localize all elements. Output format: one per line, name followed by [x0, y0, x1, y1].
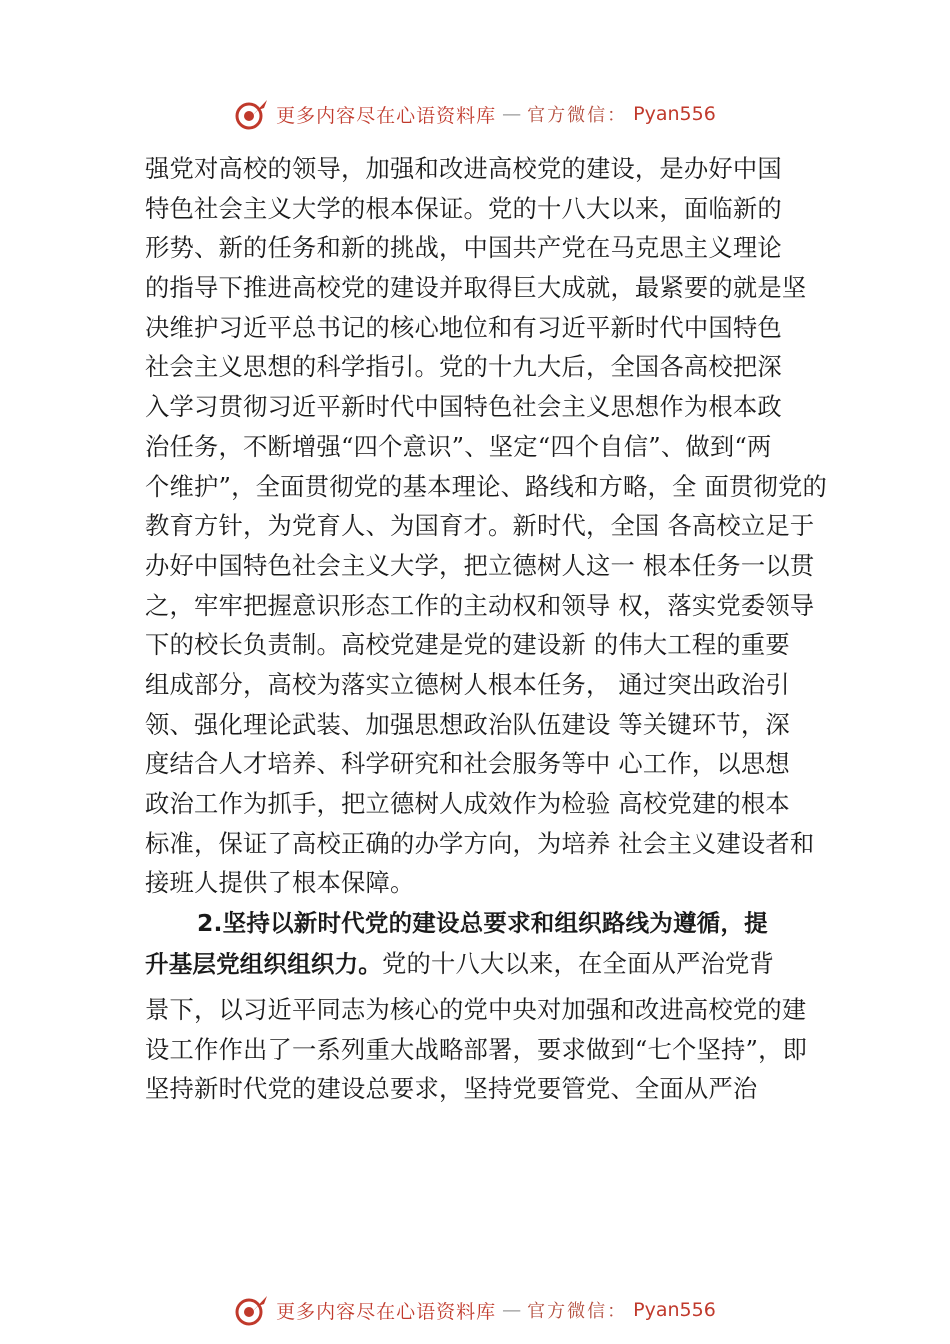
- banner-wechat-id: Pyan556: [633, 1299, 716, 1321]
- text-line: 接班人提供了根本保障。: [145, 868, 415, 898]
- paragraph-2: [145, 990, 835, 1109]
- section-lead-text: 党的十八大以来，在全面从严治党背: [382, 948, 774, 978]
- banner-wechat-id: Pyan556: [633, 103, 716, 125]
- section-2-heading: [145, 904, 835, 983]
- text-line: 景下，以习近平同志为核心的党中央对加强和改进高校党的建: [145, 995, 807, 1024]
- quill-logo-icon: [234, 96, 270, 132]
- section-heading-line: 2.坚持以新时代党的建设总要求和组织路线为遵循，提: [197, 909, 768, 937]
- section-heading-line-2: [145, 944, 835, 984]
- banner-separator: —: [502, 103, 522, 125]
- text-line: 度结合人才培养、科学研究和社会服务等中 心工作，以思想: [145, 749, 790, 779]
- text-line: 教育方针，为党育人、为国育才。新时代，全国 各高校立足于: [145, 511, 815, 541]
- text-line: 个维护”，全面贯彻党的基本理论、路线和方略，全 面贯彻党的: [145, 471, 827, 501]
- quill-logo-icon: [234, 1292, 270, 1328]
- banner-brand: 更多内容尽在心语资料库: [276, 1300, 497, 1323]
- text-line: 特色社会主义大学的根本保证。党的十八大以来，面临新的: [145, 193, 782, 223]
- text-line: 社会主义思想的科学指引。党的十九大后，全国各高校把深: [145, 352, 782, 382]
- text-line: 设工作作出了一系列重大战略部署，要求做到“七个坚持”，即: [145, 1034, 808, 1064]
- footer-banner: [0, 1290, 950, 1330]
- text-line: 组成部分，高校为落实立德树人根本任务， 通过突出政治引: [145, 669, 790, 699]
- text-line: 政治工作为抓手，把立德树人成效作为检验 高校党建的根本: [145, 789, 790, 818]
- text-line: 下的校长负责制。高校党建是党的建设新 的伟大工程的重要: [145, 630, 790, 660]
- banner-separator: —: [502, 1299, 522, 1321]
- text-line: 之，牢牢把握意识形态工作的主动权和领导 权，落实党委领导: [145, 590, 815, 620]
- text-line: 领、强化理论武装、加强思想政治队伍建设 等关键环节，深: [145, 709, 790, 739]
- header-banner: [0, 94, 950, 134]
- text-line: 坚持新时代党的建设总要求，坚持党要管党、全面从严治: [145, 1074, 758, 1104]
- text-line: 标准，保证了高校正确的办学方向，为培养 社会主义建设者和: [145, 828, 815, 858]
- text-line: 形势、新的任务和新的挑战，中国共产党在马克思主义理论: [145, 233, 782, 263]
- banner-label: 官方微信：: [527, 105, 628, 126]
- banner-brand: 更多内容尽在心语资料库: [276, 104, 497, 127]
- text-line: 的指导下推进高校党的建设并取得巨大成就，最紧要的就是坚: [145, 273, 807, 303]
- text-line: 决维护习近平总书记的核心地位和有习近平新时代中国特色: [145, 312, 782, 342]
- text-line: 治任务，不断增强“四个意识”、坚定“四个自信”、做到“两: [145, 431, 772, 461]
- section-heading-bold: 升基层党组织组织力。: [145, 949, 382, 978]
- text-line: 强党对高校的领导，加强和改进高校党的建设，是办好中国: [145, 154, 782, 183]
- paragraph-1: [145, 149, 835, 903]
- text-line: 办好中国特色社会主义大学，把立德树人这一 根本任务一以贯: [145, 550, 815, 580]
- banner-label: 官方微信：: [527, 1301, 628, 1322]
- text-line: 入学习贯彻习近平新时代中国特色社会主义思想作为根本政: [145, 392, 782, 422]
